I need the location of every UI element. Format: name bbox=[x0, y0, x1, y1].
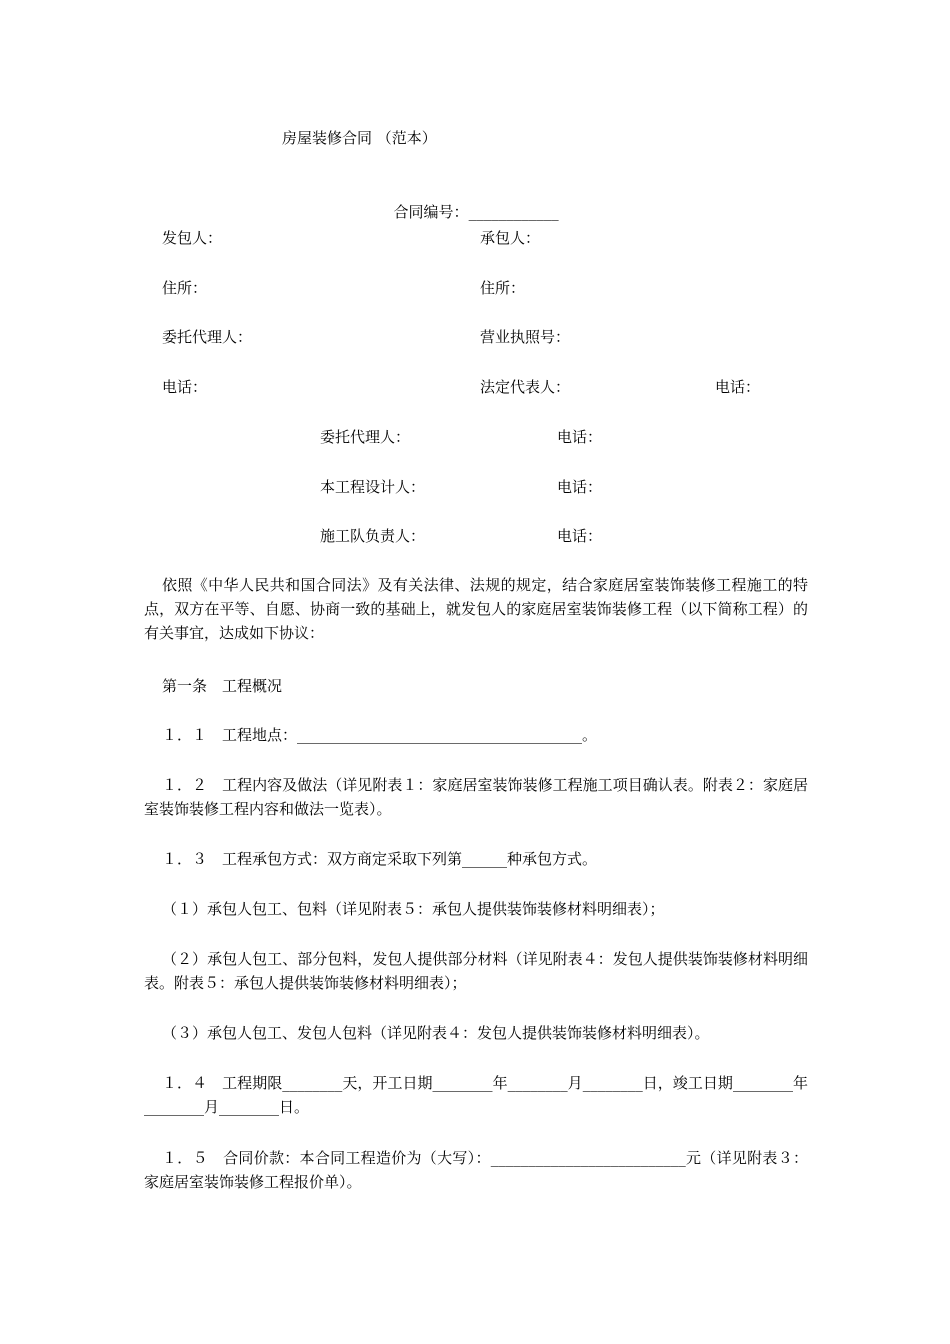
clause-1-2-text: １．２ 工程内容及做法（详见附表１：家庭居室装饰装修工程施工项目确认表。附表２：家庭居室装饰装修工程内容和做法一览表）。 bbox=[144, 776, 808, 818]
contractor-agent-phone-label: 电话： bbox=[557, 428, 603, 446]
employer-phone-label: 电话： bbox=[162, 378, 208, 396]
contractor-address-label: 住所： bbox=[480, 279, 526, 297]
employer-label: 发包人： bbox=[162, 229, 223, 247]
employer-agent-label: 委托代理人： bbox=[162, 328, 253, 346]
team-leader-label: 施工队负责人： bbox=[320, 527, 426, 545]
clause-1-1: １．１ 工程地点：______________________________________。 bbox=[162, 726, 598, 744]
contractor-agent-label: 委托代理人： bbox=[320, 428, 411, 446]
preamble-paragraph bbox=[144, 573, 808, 645]
designer-phone-label: 电话： bbox=[557, 478, 603, 496]
clause-1-5 bbox=[144, 1146, 808, 1194]
clause-1-2 bbox=[144, 773, 808, 821]
clause-1-3: １．３ 工程承包方式：双方商定采取下列第______种承包方式。 bbox=[162, 850, 598, 868]
option-2 bbox=[144, 947, 808, 995]
option-1: （１）承包人包工、包料（详见附表５：承包人提供装饰装修材料明细表）； bbox=[162, 900, 665, 918]
contract-number-blank: ____________ bbox=[468, 203, 559, 221]
designer-label: 本工程设计人： bbox=[320, 478, 426, 496]
article-1-heading: 第一条 工程概况 bbox=[162, 677, 283, 695]
document-title: 房屋装修合同 （范本） bbox=[282, 129, 437, 147]
clause-1-5-text: １．５ 合同价款：本合同工程造价为（大写）：__________________________元（详见附表３：家庭居室装饰装修工程报价单）。 bbox=[144, 1149, 808, 1191]
employer-address-label: 住所： bbox=[162, 279, 208, 297]
legal-rep-label: 法定代表人： bbox=[480, 378, 571, 396]
clause-1-4 bbox=[144, 1071, 808, 1119]
business-license-label: 营业执照号： bbox=[480, 328, 571, 346]
clause-1-4-text: １．４ 工程期限________天，开工日期________年________月________日，竣工日期________年________月________日。 bbox=[144, 1074, 808, 1116]
option-3: （３）承包人包工、发包人包料（详见附表４：发包人提供装饰装修材料明细表）。 bbox=[162, 1024, 710, 1042]
preamble-text: 依照《中华人民共和国合同法》及有关法律、法规的规定，结合家庭居室装饰装修工程施工的特点，双方在平等、自愿、协商一致的基础上，就发包人的家庭居室装饰装修工程（以下简称工程）的有关事宜，达成如下协议： bbox=[144, 576, 808, 642]
contract-number bbox=[384, 176, 559, 224]
legal-rep-phone-label: 电话： bbox=[715, 378, 761, 396]
contractor-label: 承包人： bbox=[480, 229, 541, 247]
team-leader-phone-label: 电话： bbox=[557, 527, 603, 545]
contract-number-label: 合同编号： bbox=[393, 203, 469, 221]
option-2-text: （２）承包人包工、部分包料，发包人提供部分材料（详见附表４：发包人提供装饰装修材料明细表。附表５：承包人提供装饰装修材料明细表）； bbox=[144, 950, 808, 992]
